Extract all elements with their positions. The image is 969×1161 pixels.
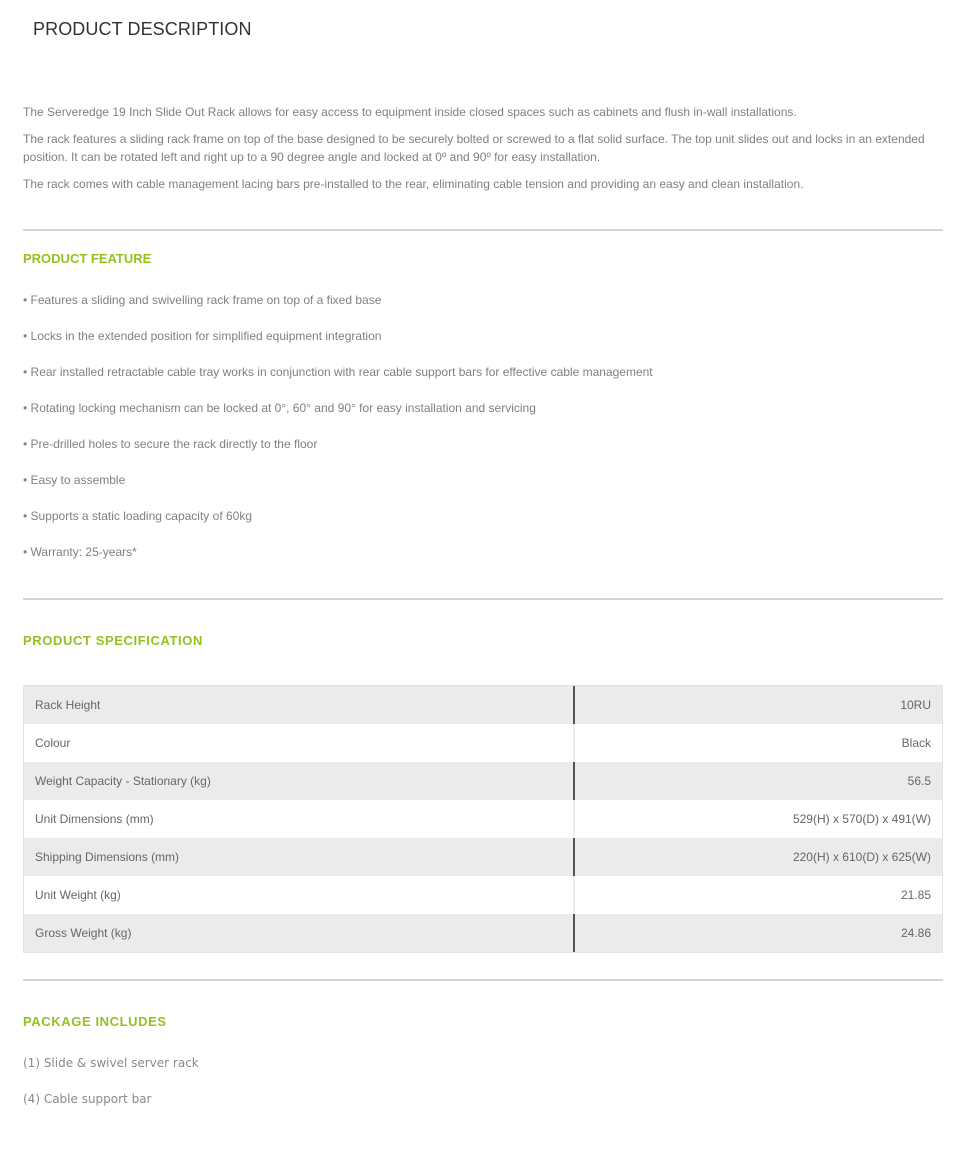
description-paragraph-1: The Serveredge 19 Inch Slide Out Rack allows for easy access to equipment inside closed spaces such as cabinets and flush in-wall installations. xyxy=(23,105,797,119)
spec-label: Shipping Dimensions (mm) xyxy=(24,838,575,876)
table-row xyxy=(24,876,942,914)
table-row xyxy=(24,838,942,876)
feature-item: • Rotating locking mechanism can be locked at 0°, 60° and 90° for easy installation and servicing xyxy=(23,401,536,415)
section-divider xyxy=(23,979,943,981)
table-row xyxy=(24,800,942,838)
feature-item: • Easy to assemble xyxy=(23,473,126,487)
feature-item: • Warranty: 25-years* xyxy=(23,545,137,559)
product-feature-heading: PRODUCT FEATURE xyxy=(23,251,152,266)
feature-item: • Pre-drilled holes to secure the rack directly to the floor xyxy=(23,437,318,451)
section-divider xyxy=(23,598,943,600)
spec-label: Unit Weight (kg) xyxy=(24,876,575,914)
table-row xyxy=(24,914,942,952)
table-row xyxy=(24,686,942,724)
spec-value: 56.5 xyxy=(907,774,931,788)
spec-value: 24.86 xyxy=(900,926,931,940)
feature-item: • Rear installed retractable cable tray works in conjunction with rear cable support bars for effective cable management xyxy=(23,365,653,379)
spec-label: Unit Dimensions (mm) xyxy=(24,800,575,838)
package-includes-heading: PACKAGE INCLUDES xyxy=(23,1014,167,1029)
spec-value: 220(H) x 610(D) x 625(W) xyxy=(792,850,931,864)
table-row xyxy=(24,762,942,800)
spec-label: Weight Capacity - Stationary (kg) xyxy=(24,762,575,800)
page-title: PRODUCT DESCRIPTION xyxy=(33,19,252,39)
spec-label: Colour xyxy=(24,724,575,762)
feature-item: • Features a sliding and swivelling rack frame on top of a fixed base xyxy=(23,293,382,307)
section-divider xyxy=(23,229,943,231)
spec-label: Gross Weight (kg) xyxy=(24,914,575,952)
package-item: (4) Cable support bar xyxy=(23,1092,152,1106)
package-item: (1) Slide & swivel server rack xyxy=(23,1056,199,1070)
spec-value: 529(H) x 570(D) x 491(W) xyxy=(792,812,931,826)
spec-value: 21.85 xyxy=(900,888,931,902)
table-row xyxy=(24,724,942,762)
description-paragraph-2: The rack features a sliding rack frame on top of the base designed to be securely bolted or screwed to a flat solid surface. The top unit slides out and locks in an extended position. It can be rotated left and right up to a 90 degree angle and locked at 0º and 90º for easy installation. xyxy=(23,132,925,164)
spec-label: Rack Height xyxy=(24,686,575,724)
specification-table xyxy=(23,685,943,953)
feature-item: • Locks in the extended position for simplified equipment integration xyxy=(23,329,382,343)
feature-item: • Supports a static loading capacity of 60kg xyxy=(23,509,253,523)
spec-value: Black xyxy=(901,736,931,750)
spec-value: 10RU xyxy=(900,698,931,712)
product-specification-heading: PRODUCT SPECIFICATION xyxy=(23,633,203,648)
description-paragraph-3: The rack comes with cable management lacing bars pre-installed to the rear, eliminating cable tension and providing an easy and clean installation. xyxy=(23,177,804,191)
